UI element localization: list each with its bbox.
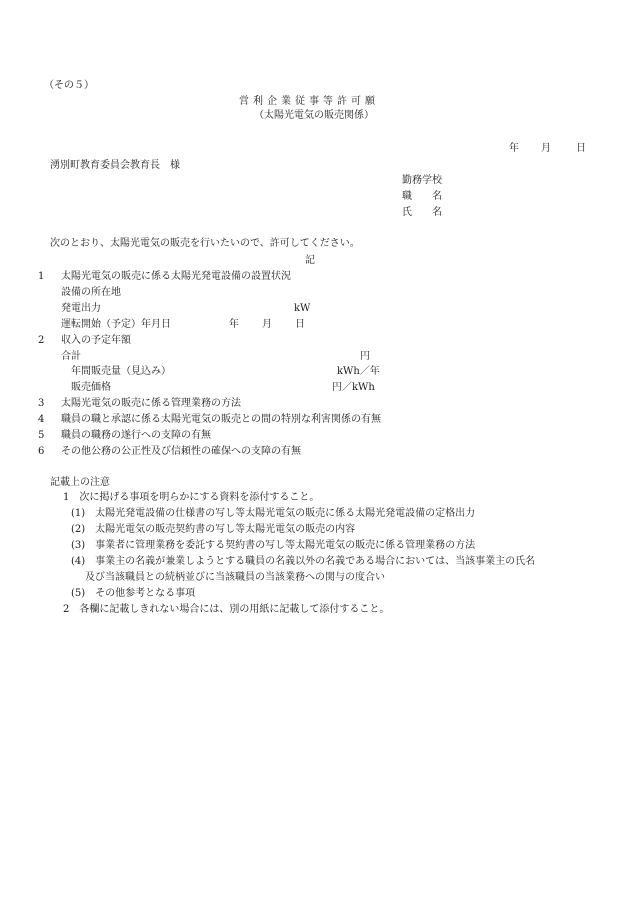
- item-3-number: 3: [38, 398, 45, 409]
- item-1-text: 太陽光電気の販売に係る太陽光発電設備の設置状況: [61, 271, 291, 282]
- annual-label: 年間販売量（見込み）: [71, 366, 171, 377]
- note-2: 2 各欄に記載しきれない場合には、別の用紙に記載して添付すること。: [63, 604, 390, 615]
- price-label: 販売価格: [71, 382, 111, 393]
- applicant-name: 氏 名: [402, 207, 442, 218]
- note-1-sub-3: (3) 事業者に管理業務を委託する契約書の写し等太陽光電気の販売に係る管理業務の方法: [71, 540, 476, 551]
- note-1-sub-1: (1) 太陽光発電設備の仕様書の写し等太陽光電気の販売に係る太陽光発電設備の定格出力: [71, 508, 476, 519]
- output-unit: kW: [294, 303, 311, 314]
- start-date-label: 運転開始（予定）年月日: [61, 319, 171, 330]
- note-1-sub-4: (4) 事業主の名義が兼業しようとする職員の名義以外の名義である場合においては、当該事業主の氏名: [71, 556, 536, 567]
- item-1-number: 1: [38, 271, 45, 282]
- item-2-number: 2: [38, 335, 45, 346]
- total-label: 合計: [61, 351, 81, 362]
- item-3-text: 太陽光電気の販売に係る管理業務の方法: [61, 398, 241, 409]
- item-6-text: その他公務の公正性及び信頼性の確保への支障の有無: [61, 446, 301, 457]
- item-6-number: 6: [38, 446, 45, 457]
- date-year: 年: [509, 143, 519, 154]
- date-month: 月: [541, 143, 551, 154]
- total-unit: 円: [360, 351, 370, 362]
- applicant-position: 職 名: [402, 191, 442, 202]
- date-day: 日: [576, 143, 586, 154]
- note-1-sub-2: (2) 太陽光電気の販売契約書の写し等太陽光電気の販売の内容: [71, 524, 356, 535]
- item-5-number: 5: [38, 430, 45, 441]
- location-label: 設備の所在地: [61, 287, 121, 298]
- item-4-text: 職員の職と承認に係る太陽光電気の販売との間の特別な利害関係の有無: [61, 414, 381, 425]
- start-day: 日: [295, 319, 305, 330]
- item-4-number: 4: [38, 414, 45, 425]
- ki-heading: 記: [305, 255, 315, 266]
- document-subtitle: （太陽光電気の販売関係）: [254, 110, 374, 121]
- applicant-school: 勤務学校: [402, 175, 442, 186]
- notes-heading: 記載上の注意: [50, 477, 110, 488]
- note-1: 1 次に掲げる事項を明らかにする資料を添付すること。: [63, 492, 320, 503]
- output-label: 発電出力: [61, 303, 101, 314]
- price-unit: 円／kWh: [332, 382, 375, 393]
- intro-text: 次のとおり、太陽光電気の販売を行いたいので、許可してください。: [50, 238, 360, 249]
- form-number: （その５）: [44, 80, 94, 91]
- item-2-text: 収入の予定年額: [61, 335, 131, 346]
- item-5-text: 職員の職務の遂行への支障の有無: [61, 430, 211, 441]
- annual-unit: kWh／年: [337, 366, 380, 377]
- start-month: 月: [262, 319, 272, 330]
- start-year: 年: [229, 319, 239, 330]
- note-1-sub-4-continued: 及び当該職員との続柄並びに当該職員の当該業務への関与の度合い: [85, 572, 385, 583]
- document-title: 営利企業従事等許可願: [239, 96, 379, 107]
- addressee: 湧別町教育委員会教育長 様: [50, 160, 180, 171]
- note-1-sub-5: (5) その他参考となる事項: [71, 588, 196, 599]
